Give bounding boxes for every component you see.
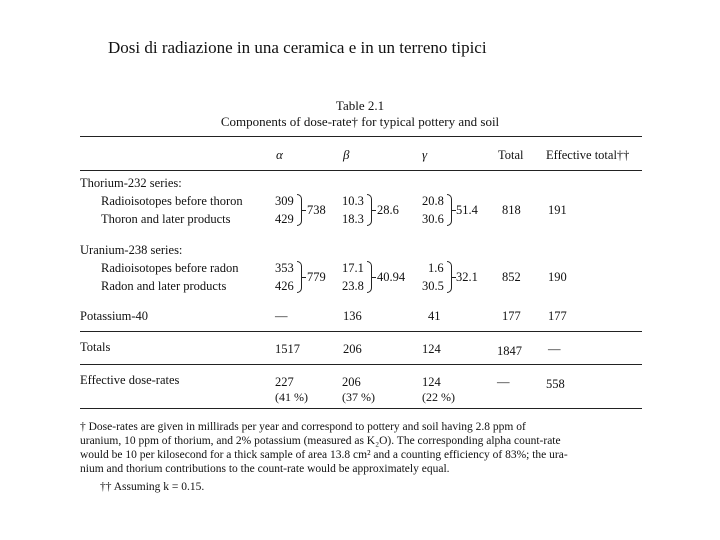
footnote-line-3: would be 10 per kilosecond for a thick sample of area 13.8 cm² and a counting efficiency of 83%; the ura- [80, 449, 568, 461]
footnote-line-4: nium and thorium contributions to the count-rate would be approximately equal. [80, 463, 450, 475]
col-gamma-header: γ [422, 147, 428, 162]
thorium-alpha-brace [297, 194, 302, 226]
effective-alpha-pct: (41 %) [275, 390, 308, 404]
uranium-gamma-before: 1.6 [428, 261, 444, 275]
uranium-alpha-sum: 779 [307, 270, 326, 284]
header-rule [80, 170, 642, 171]
totals-effective-total: — [548, 342, 561, 356]
totals-alpha: 1517 [275, 342, 300, 356]
uranium-gamma-sum: 32.1 [456, 270, 478, 284]
effective-gamma-pct: (22 %) [422, 390, 455, 404]
col-beta-header: β [343, 147, 350, 162]
slide-title: Dosi di radiazione in una ceramica e in un terreno tipici [108, 38, 487, 57]
col-alpha-header: α [276, 147, 283, 162]
thorium-gamma-brace [447, 194, 452, 226]
uranium-series-label: Uranium-238 series: [80, 243, 183, 257]
potassium-total: 177 [502, 309, 521, 323]
thorium-alpha-after: 429 [275, 212, 294, 226]
potassium-effective-total: 177 [548, 309, 567, 323]
thorium-gamma-sum: 51.4 [456, 203, 478, 217]
uranium-beta-after: 23.8 [342, 279, 364, 293]
thorium-gamma-before: 20.8 [422, 194, 444, 208]
thorium-beta-after: 18.3 [342, 212, 364, 226]
totals-total: 1847 [497, 344, 522, 358]
mid-rule-2 [80, 364, 642, 365]
uranium-beta-before: 17.1 [342, 261, 364, 275]
uranium-effective-total: 190 [548, 270, 567, 284]
thorium-alpha-before: 309 [275, 194, 294, 208]
bottom-rule [80, 408, 642, 409]
col-total-header: Total [498, 148, 524, 162]
thorium-beta-brace [367, 194, 372, 226]
uranium-before-label: Radioisotopes before radon [101, 261, 239, 275]
potassium-label: Potassium-40 [80, 309, 149, 323]
totals-gamma: 124 [422, 342, 441, 356]
thorium-after-label: Thoron and later products [101, 212, 231, 226]
effective-gamma: 124 [422, 375, 441, 389]
thorium-gamma-after: 30.6 [422, 212, 444, 226]
footnote-line-2: uranium, 10 ppm of thorium, and 2% potassium (measured as K₂O). The corresponding alpha count-rate [80, 435, 561, 447]
thorium-beta-sum: 28.6 [377, 203, 399, 217]
uranium-alpha-before: 353 [275, 261, 294, 275]
thorium-beta-before: 10.3 [342, 194, 364, 208]
effective-effective-total: 558 [546, 377, 565, 391]
potassium-gamma: 41 [428, 309, 441, 323]
uranium-alpha-brace [297, 261, 302, 293]
uranium-after-label: Radon and later products [101, 279, 227, 293]
uranium-beta-sum: 40.94 [377, 270, 406, 284]
thorium-total: 818 [502, 203, 521, 217]
thorium-alpha-sum: 738 [307, 203, 326, 217]
footnote-line-5: †† Assuming k = 0.15. [100, 481, 205, 493]
top-rule [80, 136, 642, 137]
uranium-gamma-after: 30.5 [422, 279, 444, 293]
col-effective-total-header: Effective total†† [546, 148, 630, 162]
potassium-beta: 136 [343, 309, 362, 323]
effective-total: — [497, 375, 510, 389]
thorium-effective-total: 191 [548, 203, 567, 217]
effective-alpha: 227 [275, 375, 294, 389]
uranium-alpha-after: 426 [275, 279, 294, 293]
uranium-gamma-brace [447, 261, 452, 293]
uranium-beta-brace [367, 261, 372, 293]
table-caption: Components of dose-rate† for typical pottery and soil [220, 114, 500, 129]
potassium-alpha: — [275, 309, 288, 323]
totals-label: Totals [80, 340, 111, 354]
effective-label: Effective dose-rates [80, 373, 180, 387]
totals-beta: 206 [343, 342, 362, 356]
table-number: Table 2.1 [335, 98, 385, 113]
thorium-before-label: Radioisotopes before thoron [101, 194, 243, 208]
thorium-series-label: Thorium-232 series: [80, 176, 182, 190]
footnote-line-1: † Dose-rates are given in millirads per year and correspond to pottery and soil having 2.8 ppm of [80, 421, 526, 433]
effective-beta: 206 [342, 375, 361, 389]
mid-rule-1 [80, 331, 642, 332]
effective-beta-pct: (37 %) [342, 390, 375, 404]
uranium-total: 852 [502, 270, 521, 284]
